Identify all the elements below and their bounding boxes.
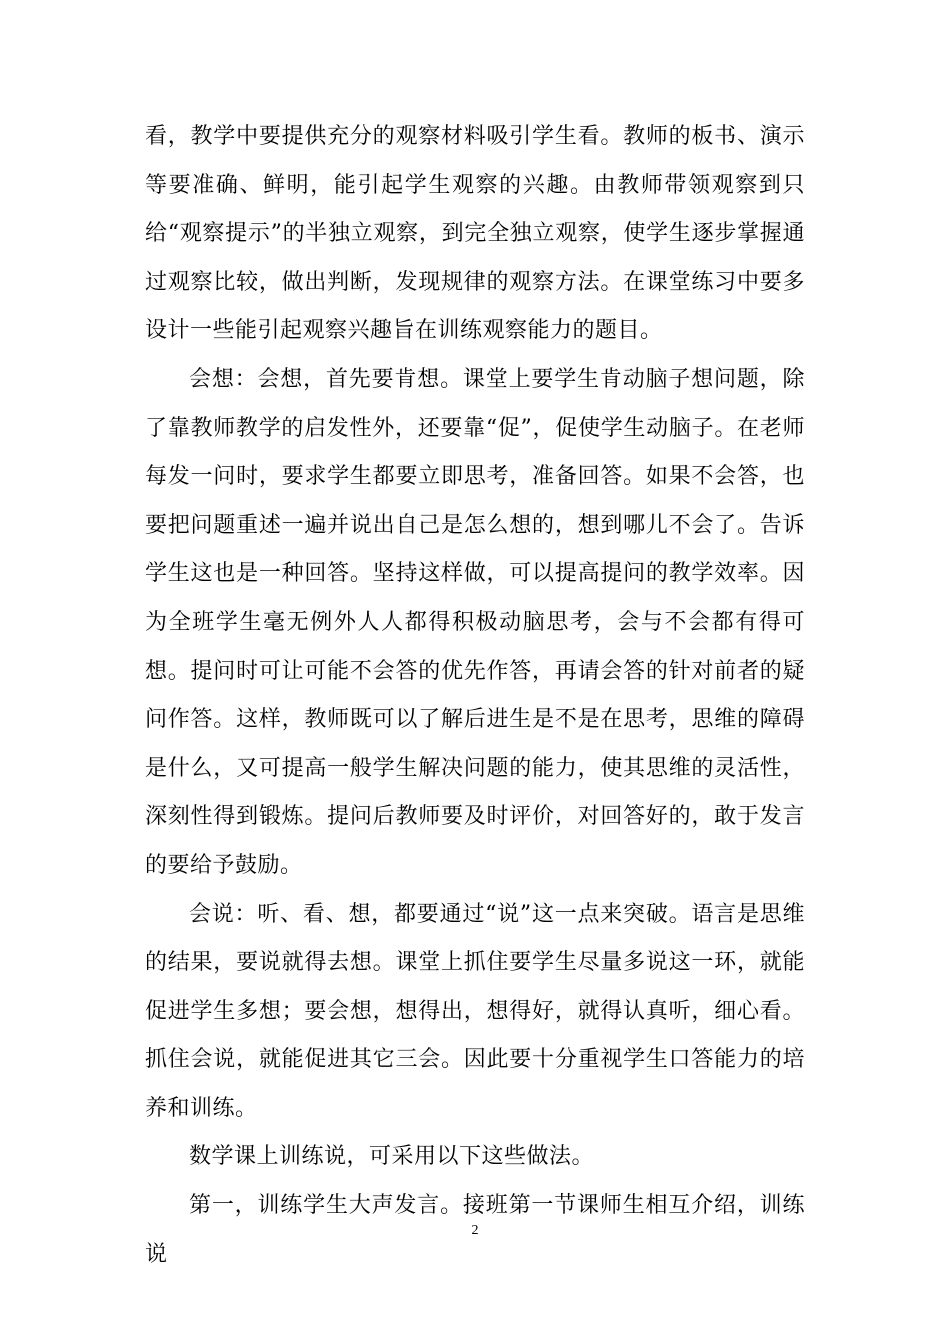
paragraph-think: 会想：会想，首先要肯想。课堂上要学生肯动脑子想问题，除了靠教师教学的启发性外，还要靠“促”，促使学生动脑子。在老师每发一问时，要求学生都要立即思考，准备回答。如果不会答，也要把问题重述一遍并说出自己是怎么想的，想到哪儿不会了。告诉学生这也是一种回答。坚持这样做，可以提高提问的教学效率。因为全班学生毫无例外人人都得积极动脑思考，会与不会都有得可想。提问时可让可能不会答的优先作答，再请会答的针对前者的疑问作答。这样，教师既可以了解后进生是不是在思考，思维的障碍是什么，又可提高一般学生解决问题的能力，使其思维的灵活性，深刻性得到锻炼。提问后教师要及时评价，对回答好的，敢于发言的要给予鼓励。 bbox=[145, 366, 805, 878]
paragraph-first-method: 第一，训练学生大声发言。接班第一节课师生相互介绍，训练说 bbox=[145, 1193, 805, 1267]
paragraph-speak: 会说：听、看、想，都要通过“说”这一点来突破。语言是思维的结果，要说就得去想。课堂上抓住要学生尽量多说这一环，就能促进学生多想；要会想，想得出，想得好，就得认真听，细心看。抓住会说，就能促进其它三会。因此要十分重视学生口答能力的培养和训练。 bbox=[145, 901, 805, 1121]
paragraph-observe: 看，教学中要提供充分的观察材料吸引学生看。教师的板书、演示等要准确、鲜明，能引起学生观察的兴趣。由教师带领观察到只给“观察提示”的半独立观察，到完全独立观察，使学生逐步掌握通过观察比较，做出判断，发现规律的观察方法。在课堂练习中要多设计一些能引起观察兴趣旨在训练观察能力的题目。 bbox=[145, 124, 805, 344]
page-number: 2 bbox=[471, 1223, 479, 1238]
paragraph-methods-intro: 数学课上训练说，可采用以下这些做法。 bbox=[189, 1144, 595, 1170]
document-body bbox=[145, 113, 805, 1279]
